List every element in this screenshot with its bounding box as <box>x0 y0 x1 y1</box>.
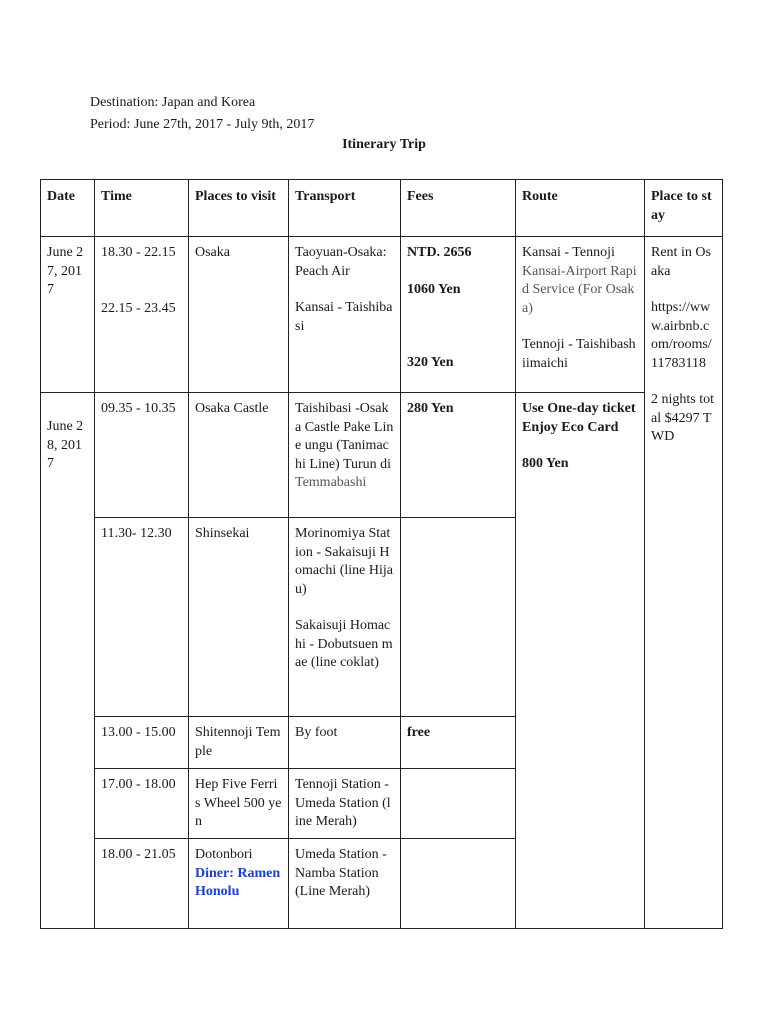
route-value: Tennoji - Taishibashiimaichi <box>522 337 636 371</box>
fee-value: 1060 Yen <box>407 281 461 297</box>
route-cell <box>516 237 645 393</box>
time-cell: 09.35 - 10.35 <box>95 393 189 518</box>
table-row <box>41 237 723 393</box>
time-cell: 11.30- 12.30 <box>95 518 189 717</box>
place-cell: Shitennoji Temple <box>189 717 289 769</box>
transport-value: Taoyuan-Osaka: Peach Air <box>295 245 387 279</box>
time-value: 22.15 - 23.45 <box>101 300 176 316</box>
col-header-date: Date <box>41 180 95 237</box>
route-value: Kansai - Tennoji <box>522 245 615 260</box>
fee-value: 320 Yen <box>407 355 454 370</box>
transport-cell <box>289 237 401 393</box>
date-value: June 28, 2017 <box>47 419 84 471</box>
route-cell <box>516 393 645 929</box>
col-header-fees: Fees <box>401 180 516 237</box>
place-cell <box>189 839 289 929</box>
col-header-places: Places to visit <box>189 180 289 237</box>
table-header-row <box>41 180 723 237</box>
diner-note: Diner: Ramen Honolu <box>195 865 281 899</box>
transport-cell <box>289 393 401 518</box>
transport-value: Sakaisuji Homachi - Dobutsuen mae (line coklat) <box>295 618 393 670</box>
transport-cell: By foot <box>289 717 401 769</box>
fee-cell <box>401 237 516 393</box>
date-cell: June 27, 2017 <box>41 237 95 393</box>
transport-cell: Tennoji Station - Umeda Station (line Merah) <box>289 769 401 839</box>
fee-cell <box>401 839 516 929</box>
fee-cell <box>401 769 516 839</box>
itinerary-table <box>40 179 723 929</box>
fee-cell <box>401 518 516 717</box>
route-value: 800 Yen <box>522 456 569 471</box>
time-cell: 13.00 - 15.00 <box>95 717 189 769</box>
airbnb-link[interactable]: https://www.airbnb.com/rooms/11783118 <box>651 300 712 371</box>
stay-value: Rent in Osaka <box>651 245 711 279</box>
date-cell <box>41 393 95 929</box>
col-header-stay: Place to stay <box>645 180 723 237</box>
place-cell: Hep Five Ferris Wheel 500 yen <box>189 769 289 839</box>
transport-value: Morinomiya Station - Sakaisuji Homachi (line Hijau) <box>295 526 393 597</box>
stay-cell <box>645 237 723 929</box>
col-header-time: Time <box>95 180 189 237</box>
col-header-transport: Transport <box>289 180 401 237</box>
place-cell: Osaka Castle <box>189 393 289 518</box>
place-cell: Osaka <box>189 237 289 393</box>
period-line: Period: June 27th, 2017 - July 9th, 2017 <box>90 117 315 132</box>
destination-line: Destination: Japan and Korea <box>90 95 256 110</box>
transport-cell <box>289 518 401 717</box>
time-cell: 18.00 - 21.05 <box>95 839 189 929</box>
place-cell: Shinsekai <box>189 518 289 717</box>
time-value: 18.30 - 22.15 <box>101 245 176 260</box>
fee-cell: 280 Yen <box>401 393 516 518</box>
table-row <box>41 393 723 518</box>
transport-cell: Umeda Station - Namba Station (Line Merah) <box>289 839 401 929</box>
page-title: Itinerary Trip <box>342 137 426 152</box>
time-cell: 17.00 - 18.00 <box>95 769 189 839</box>
transport-value: Kansai - Taishibasi <box>295 300 393 334</box>
transport-value: Taishibasi -Osaka Castle Pake Line ungu (Tanimachi Line) Turun di <box>295 401 394 472</box>
fee-cell: free <box>401 717 516 769</box>
time-cell <box>95 237 189 393</box>
col-header-route: Route <box>516 180 645 237</box>
route-value: Kansai-Airport Rapid Service (For Osaka) <box>522 263 637 316</box>
stay-total: 2 nights total $4297 TWD <box>651 392 715 444</box>
route-value: Use One-day ticket Enjoy Eco Card <box>522 401 636 435</box>
fee-value: NTD. 2656 <box>407 245 472 260</box>
transport-value: Temmabashi <box>295 475 367 490</box>
place-value: Dotonbori <box>195 847 253 862</box>
